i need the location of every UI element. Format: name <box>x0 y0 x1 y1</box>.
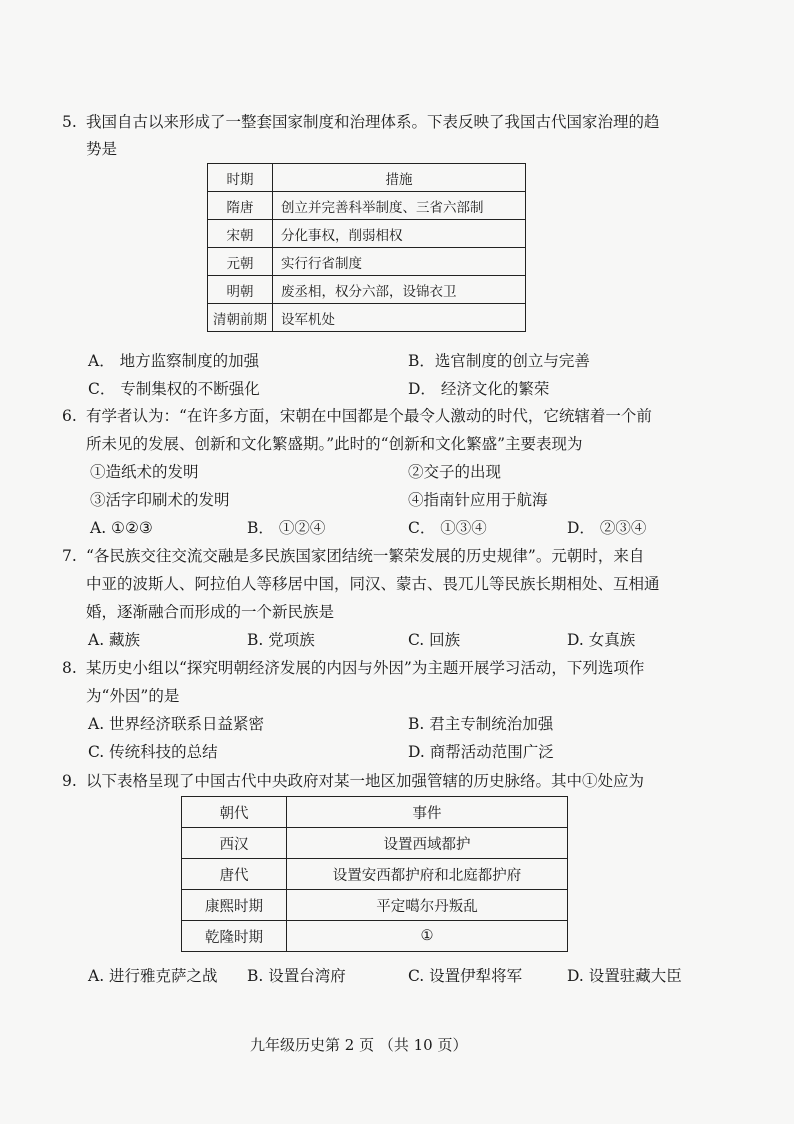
q9-option-b[interactable]: B. 设置台湾府 <box>247 967 346 985</box>
table-cell: 废丞相，权分六部，设锦衣卫 <box>273 276 526 304</box>
q8-option-d[interactable]: D. 商帮活动范围广泛 <box>408 743 554 761</box>
q8-option-a[interactable]: A. 世界经济联系日益紧密 <box>88 715 265 733</box>
table-row <box>182 921 568 952</box>
q6-number: 6. <box>62 407 77 425</box>
table-cell: 明朝 <box>208 276 273 304</box>
q9-option-d[interactable]: D. 设置驻藏大臣 <box>567 967 682 985</box>
q9-text-line1: 以下表格呈现了中国古代中央政府对某一地区加强管辖的历史脉络。其中①处应为 <box>86 772 645 790</box>
q8-option-c[interactable]: C. 传统科技的总结 <box>88 743 218 761</box>
table-row <box>208 304 526 332</box>
q5-option-c[interactable]: C． 专制集权的不断强化 <box>88 380 260 398</box>
table-cell: ① <box>287 921 568 952</box>
table-cell: 创立并完善科举制度、三省六部制 <box>273 192 526 220</box>
table-cell: 设置西域都护 <box>287 828 568 859</box>
page-footer: 九年级历史第 2 页 （共 10 页） <box>250 1036 468 1054</box>
table-cell: 宋朝 <box>208 220 273 248</box>
q7-option-d[interactable]: D. 女真族 <box>567 631 636 649</box>
q7-number: 7. <box>62 547 77 565</box>
q6-item-1: ①造纸术的发明 <box>90 463 199 481</box>
q5-option-d[interactable]: D． 经济文化的繁荣 <box>408 380 550 398</box>
q9-option-c[interactable]: C. 设置伊犁将军 <box>408 967 523 985</box>
q5-text-line2: 势是 <box>86 140 118 158</box>
table-cell: 清朝前期 <box>208 304 273 332</box>
q7-text-line2: 中亚的波斯人、阿拉伯人等移居中国，同汉、蒙古、畏兀儿等民族长期相处、互相通 <box>86 575 660 593</box>
table-row <box>208 248 526 276</box>
q9-option-a[interactable]: A. 进行雅克萨之战 <box>88 967 218 985</box>
table-cell: 实行行省制度 <box>273 248 526 276</box>
table-row <box>182 890 568 921</box>
q9-table <box>181 796 568 952</box>
q7-text-line1: “各民族交往交流交融是多民族国家团结统一繁荣发展的历史规律”。元朝时，来自 <box>86 547 645 565</box>
q5-text-line1: 我国自古以来形成了一整套国家制度和治理体系。下表反映了我国古代国家治理的趋 <box>86 113 660 131</box>
q8-number: 8. <box>62 659 77 677</box>
table-header-cell: 朝代 <box>182 797 287 828</box>
q6-option-c[interactable]: C． ①③④ <box>408 519 487 537</box>
q5-table <box>207 163 526 332</box>
q7-option-a[interactable]: A. 藏族 <box>88 631 141 649</box>
table-header-cell: 事件 <box>287 797 568 828</box>
q7-text-line3: 婚，逐渐融合而形成的一个新民族是 <box>86 603 335 621</box>
table-header-row <box>182 797 568 828</box>
q6-option-b[interactable]: B． ①②④ <box>247 519 326 537</box>
q9-number: 9. <box>62 772 77 790</box>
table-cell: 元朝 <box>208 248 273 276</box>
table-row <box>182 828 568 859</box>
table-cell: 康熙时期 <box>182 890 287 921</box>
table-cell: 隋唐 <box>208 192 273 220</box>
table-cell: 平定噶尔丹叛乱 <box>287 890 568 921</box>
q6-item-3: ③活字印刷术的发明 <box>90 491 230 509</box>
table-cell: 西汉 <box>182 828 287 859</box>
q8-option-b[interactable]: B. 君主专制统治加强 <box>408 715 554 733</box>
table-cell: 设置安西都护府和北庭都护府 <box>287 859 568 890</box>
table-row <box>208 220 526 248</box>
q5-number: 5. <box>62 113 77 131</box>
q5-option-a[interactable]: A． 地方监察制度的加强 <box>88 352 260 370</box>
q6-item-4: ④指南针应用于航海 <box>408 491 548 509</box>
table-header-cell: 时期 <box>208 164 273 192</box>
table-row <box>208 276 526 304</box>
table-row <box>182 859 568 890</box>
table-header-row <box>208 164 526 192</box>
table-header-cell: 措施 <box>273 164 526 192</box>
table-row <box>208 192 526 220</box>
table-cell: 分化事权，削弱相权 <box>273 220 526 248</box>
q8-text-line2: 为“外因”的是 <box>86 687 180 705</box>
q8-text-line1: 某历史小组以“探究明朝经济发展的内因与外因”为主题开展学习活动，下列选项作 <box>86 659 645 677</box>
q7-option-c[interactable]: C. 回族 <box>408 631 461 649</box>
q6-item-2: ②交子的出现 <box>408 463 502 481</box>
table-cell: 设军机处 <box>273 304 526 332</box>
q6-option-a[interactable]: A. ①②③ <box>90 519 153 537</box>
q6-text-line2: 所未见的发展、创新和文化繁盛期。”此时的“创新和文化繁盛”主要表现为 <box>86 435 583 453</box>
table-cell: 乾隆时期 <box>182 921 287 952</box>
q6-option-d[interactable]: D． ②③④ <box>567 519 647 537</box>
q5-option-b[interactable]: B．选官制度的创立与完善 <box>408 352 590 370</box>
table-cell: 唐代 <box>182 859 287 890</box>
q7-option-b[interactable]: B. 党项族 <box>247 631 315 649</box>
q6-text-line1: 有学者认为：“在许多方面，宋朝在中国都是个最令人激动的时代，它统辖着一个前 <box>86 407 652 425</box>
